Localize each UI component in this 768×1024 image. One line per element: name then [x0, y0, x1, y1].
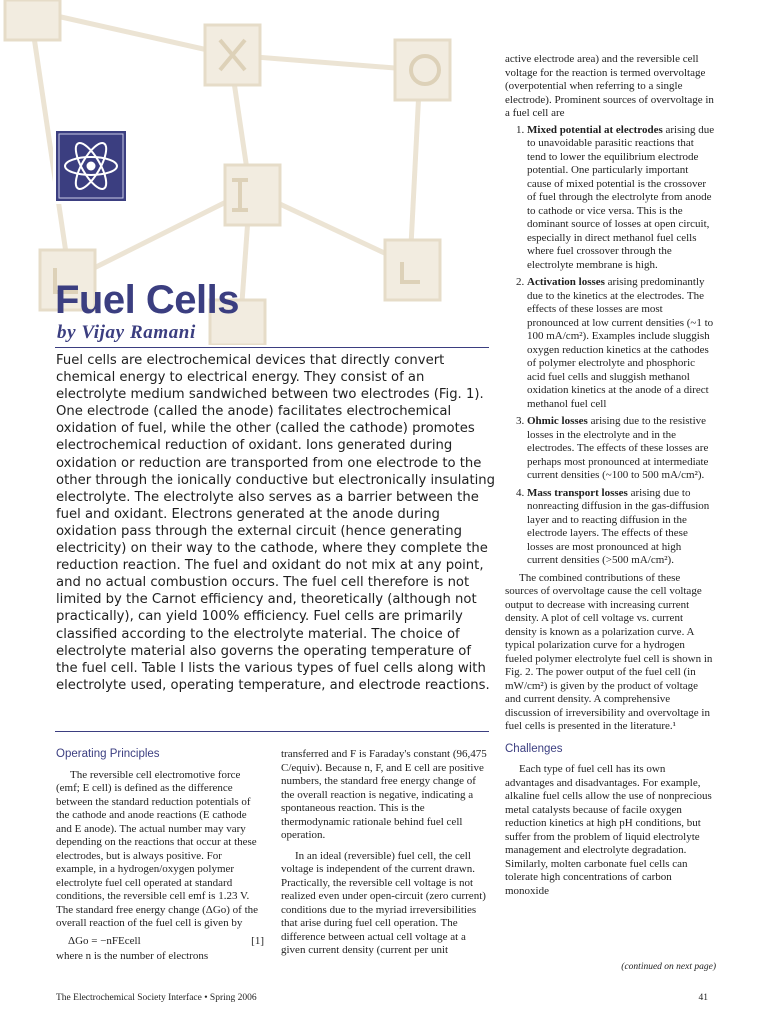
list-item: [527, 487, 715, 568]
list-item-term: Ohmic losses: [527, 415, 588, 427]
equation-1: [56, 935, 264, 949]
intro-paragraph: Fuel cells are electrochemical devices that directly convert chemical energy to electrical energy. They consist of an electrolyte medium sandwiched between two electrodes (Fig. 1). One electrode (called the anode) facilitates electrochemical oxidation of fuel, while the other (called the cathode) promotes electrochemical reduction of oxidant. Ions generated during oxidation or reduction are transported from one electrode to the other through the ionically conductive but electronically insulating electrolyte. The electrolyte also serves as a barrier between the fuel and oxidant. Electrons generated at the anode during oxidation pass through the external circuit (hence generating electricity) on their way to the cathode, where they complete the reduction reaction. The fuel and oxidant do not mix at any point, and no actual combustion occurs. The fuel cell therefore is not limited by the Carnot efficiency and, theoretically (although not practically), can yield 100% efficiency. Fuel cells are primarily classified according to the electrolyte material. The choice of electrolyte material also governs the operating temperature of the fuel cell. Table I lists the various types of fuel cells along with electrolyte used, operating temperature, and electrode reactions.: [56, 353, 496, 693]
title-rule: [55, 347, 489, 348]
list-item: [527, 276, 715, 411]
overvoltage-sources-list: [505, 124, 715, 568]
article-title: Fuel Cells: [55, 278, 239, 322]
atom-icon: [53, 128, 129, 204]
paragraph: The combined contributions of these sources of overvoltage cause the cell voltage output to decrease with increasing current density. A plot of cell voltage vs. current density is known as a polarization curve. A typical polarization curve for a hydrogen fueled polymer electrolyte fuel cell is shown in Fig. 2. The power output of the fuel cell (in mW/cm²) is given by the product of voltage and current density. A comprehensive discussion of irreversibility and overvoltage in fuel cells is presented in the literature.¹: [505, 571, 713, 732]
paragraph: active electrode area) and the reversible cell voltage for the reaction is termed overvoltage (overpotential when referring to a single electrode). Prominent sources of overvoltage in a fuel cell are: [505, 53, 714, 119]
equation-number: [1]: [251, 934, 264, 947]
section-heading-operating-principles: Operating Principles: [56, 748, 160, 760]
paragraph: In an ideal (reversible) fuel cell, the cell voltage is independent of the current drawn. Practically, the reversible cell voltage is not realized even under open-circuit (zero current) conditions due to the myriad irreversibilities that arise during fuel cell operation. The difference between actual cell voltage at a given current density (current per unit: [281, 849, 486, 956]
paragraph: transferred and F is Faraday's constant (96,475 C/equiv). Because n, F, and E cell are positive numbers, the standard free energy change of the overall reaction is negative, indicating a spontaneous reaction. This is the thermodynamic rationale behind fuel cell operation.: [281, 748, 487, 841]
paragraph: Each type of fuel cell has its own advantages and disadvantages. For example, alkaline fuel cells allow the use of nonprecious metal catalysts because of facile oxygen reduction kinetics at high pH conditions, but suffer from the problem of liquid electrolyte management and electrolyte degradation. Similarly, molten carbonate fuel cells can tolerate high concentrations of carbon monoxide: [505, 763, 712, 897]
list-item-text: arising due to nonreacting diffusion in the gas-diffusion layer and to reacting diffusion in the electrode layers. The effects of these losses are most pronounced at high current densities (>500 mA/cm²).: [527, 486, 710, 566]
article-byline: by Vijay Ramani: [57, 322, 196, 343]
paragraph: The reversible cell electromotive force (emf; E cell) is defined as the difference between the standard reduction potentials of the cathode and anode reactions (E cathode and E anode). The actual number may vary depending on the reactions that occur at these electrodes, but is always positive. For example, in a hydrogen/oxygen polymer electrolyte fuel cell operated at standard conditions, the reversible cell emf is 1.23 V. The standard free energy change (ΔGo) of the overall reaction of the fuel cell is given by: [56, 768, 259, 929]
column-middle: [281, 748, 491, 958]
footer-page-number: 41: [698, 993, 708, 1003]
intro-rule: [55, 731, 489, 732]
list-item-term: Mass transport losses: [527, 486, 628, 499]
list-item-text: arising due to the resistive losses in the electrolyte and in the electrodes. The effects of these losses are perhaps most pronounced at intermediate current densities (~100 to 500 mA/cm²).: [527, 415, 709, 481]
section-heading-challenges: Challenges: [505, 742, 563, 755]
equation-text: ΔGo = −nFEcell: [68, 934, 141, 947]
list-item-text: arising predominantly due to the kinetics at the electrodes. The effects of these losses are most pronounced at low current densities (~1 to 100 mA/cm²). Examples include sluggish oxygen reduction kinetics at the cathodes of polymer electrolyte and phosphoric acid fuel cells and sluggish methanol oxidation kinetics at the anode of a direct methanol fuel cell: [527, 276, 714, 410]
footer-publication: The Electrochemical Society Interface • Spring 2006: [56, 993, 257, 1003]
list-item-term: Activation losses: [527, 276, 605, 288]
column-right: [505, 53, 715, 898]
paragraph: where n is the number of electrons: [56, 950, 209, 962]
list-item-term: Mixed potential at electrodes: [527, 123, 663, 136]
list-item-text: arising due to unavoidable parasitic reactions that tend to lower the equilibrium electrode potential. One particularly important cause of mixed potential is the crossover of fuel through the electrolyte from anode to cathode or vice versa. This is the dominant source of losses at open circuit, especially in direct methanol fuel cells where fuel crossover through the electrolyte membrane is high.: [527, 123, 715, 271]
list-item: [527, 415, 715, 483]
continued-note: (continued on next page): [621, 962, 716, 972]
list-item: [527, 124, 715, 273]
column-left: [56, 748, 264, 964]
